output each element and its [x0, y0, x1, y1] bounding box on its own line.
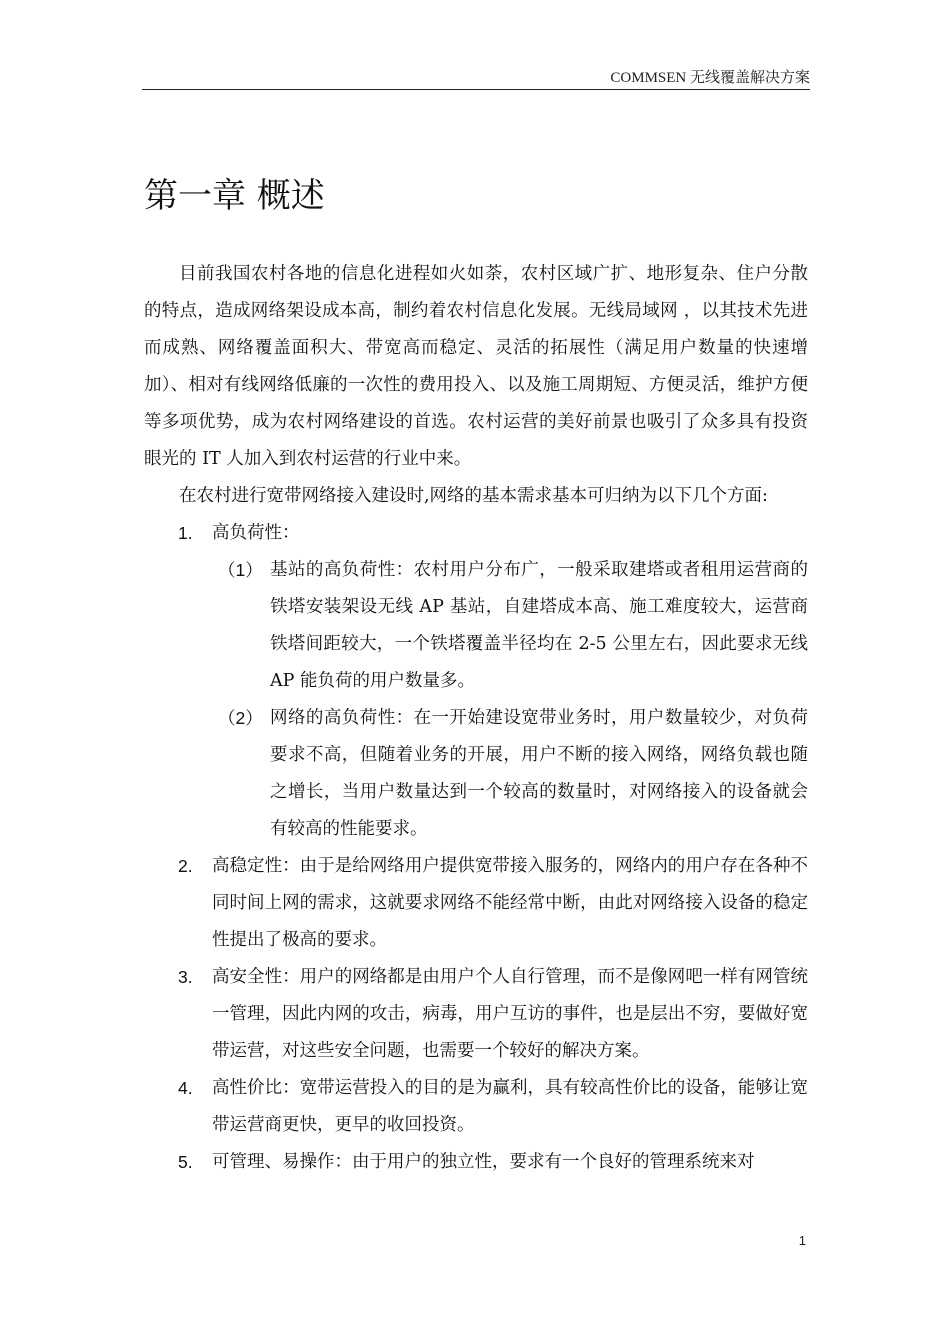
sublist-number: （2） [218, 708, 263, 728]
list-item-text: 高安全性：用户的网络都是由用户个人自行管理，而不是像网吧一样有网管统一管理，因此内网的攻击，病毒，用户互访的事件，也是层出不穷，要做好宽带运营，对这些安全问题，也需要一个较好的解决方案。 [212, 967, 808, 1061]
chapter-title: 第一章 概述 [144, 176, 325, 216]
sublist-item-text: 网络的高负荷性：在一开始建设宽带业务时，用户数量较少，对负荷要求不高，但随着业务的开展，用户不断的接入网络，网络负载也随之增长，当用户数量达到一个较高的数量时，对网络接入的设备就会有较高的性能要求。 [270, 708, 808, 839]
header-divider [142, 89, 810, 90]
list-item [144, 1144, 808, 1181]
list-number: 5. [178, 1152, 193, 1172]
list-number: 1. [178, 523, 193, 543]
list-number: 4. [178, 1078, 193, 1098]
page-number: 1 [798, 1233, 806, 1248]
list-item [144, 515, 808, 552]
requirements-intro-paragraph: 在农村进行宽带网络接入建设时,网络的基本需求基本可归纳为以下几个方面: [179, 486, 768, 506]
list-number: 2. [178, 856, 193, 876]
list-item-text: 高负荷性： [212, 523, 300, 543]
list-number: 3. [178, 967, 193, 987]
list-item-text: 高性价比：宽带运营投入的目的是为赢利，具有较高性价比的设备，能够让宽带运营商更快，更早的收回投资。 [212, 1078, 808, 1135]
sublist-number: （1） [218, 560, 263, 580]
list-item-text: 可管理、易操作：由于用户的独立性，要求有一个良好的管理系统来对 [212, 1152, 755, 1172]
list-item-text: 高稳定性：由于是给网络用户提供宽带接入服务的，网络内的用户存在各种不同时间上网的需求，这就要求网络不能经常中断，由此对网络接入设备的稳定性提出了极高的要求。 [212, 856, 808, 950]
sublist-item-text: 基站的高负荷性：农村用户分布广，一般采取建塔或者租用运营商的铁塔安装架设无线 AP 基站，自建塔成本高、施工难度较大，运营商铁塔间距较大，一个铁塔覆盖半径均在 2-5 公里左右，因此要求无线 AP 能负荷的用户数量多。 [270, 560, 808, 691]
intro-paragraph: 目前我国农村各地的信息化进程如火如荼，农村区域广扩、地形复杂、住户分散的特点，造成网络架设成本高，制约着农村信息化发展。无线局域网 ，以其技术先进而成熟、网络覆盖面积大、带宽高而稳定、灵活的拓展性（满足用户数量的快速增加）、相对有线网络低廉的一次性的费用投入、以及施工周期短、方便灵活，维护方便等多项优势，成为农村网络建设的首选。农村运营的美好前景也吸引了众多具有投资眼光的 IT 人加入到农村运营的行业中来。 [144, 264, 808, 469]
list-item [144, 848, 808, 959]
sublist-item [144, 700, 808, 848]
list-item [144, 959, 808, 1070]
sublist-item [144, 552, 808, 700]
header-title: COMMSEN 无线覆盖解决方案 [610, 70, 810, 86]
list-item [144, 1070, 808, 1144]
document-body [144, 256, 808, 1181]
